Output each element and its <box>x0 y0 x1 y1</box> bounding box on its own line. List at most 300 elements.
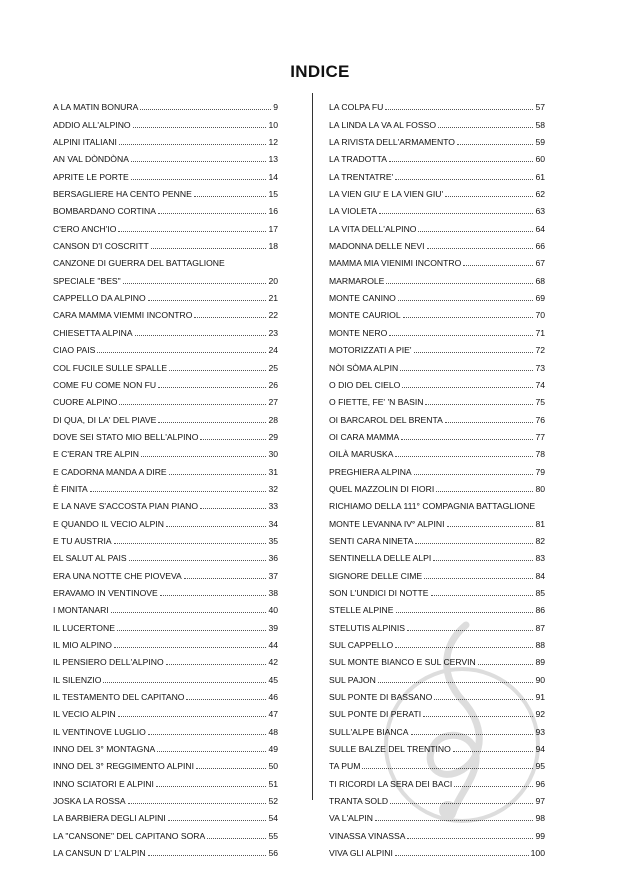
entry-page-number: 44 <box>268 640 278 650</box>
entry-page-number: 52 <box>268 796 278 807</box>
index-entry <box>329 511 545 528</box>
dot-leader <box>438 127 533 128</box>
index-entry <box>53 494 278 511</box>
index-entry <box>329 823 545 840</box>
entry-page-number: 70 <box>535 310 545 321</box>
entry-page-number: 28 <box>268 414 278 425</box>
entry-title: MONTE NERO <box>329 327 388 338</box>
index-entry <box>53 598 278 615</box>
entry-title: BERSAGLIERE HA CENTO PENNE <box>53 189 192 200</box>
index-entry <box>329 320 545 337</box>
dot-leader <box>123 283 267 284</box>
index-entry <box>329 529 545 546</box>
dot-leader <box>434 699 533 700</box>
dot-leader <box>454 786 533 787</box>
entry-page-number: 49 <box>268 744 278 755</box>
entry-page-number: 75 <box>535 397 545 408</box>
index-entry <box>329 251 545 268</box>
entry-title: IL SILENZIO <box>53 674 102 685</box>
entry-title: IL TESTAMENTO DEL CAPITANO <box>53 692 185 703</box>
entry-title: SULL'ALPE BIANCA <box>329 726 409 737</box>
dot-leader <box>158 422 266 423</box>
index-entry <box>53 823 278 840</box>
dot-leader <box>160 595 267 596</box>
entry-page-number: 83 <box>535 553 545 564</box>
entry-page-number: 91 <box>535 692 545 703</box>
entry-title: LA VITA DELL'ALPINO <box>329 223 417 234</box>
index-entry <box>53 390 278 407</box>
entry-title: È FINITA <box>53 483 88 494</box>
entry-page-number: 80 <box>535 483 545 494</box>
index-entry <box>53 373 278 390</box>
entry-title: SIGNORE DELLE CIME <box>329 570 423 581</box>
index-entry <box>53 771 278 788</box>
entry-page-number: 26 <box>268 379 278 390</box>
dot-leader <box>207 838 266 839</box>
dot-leader <box>131 161 267 162</box>
index-entry <box>53 737 278 754</box>
dot-leader <box>395 855 529 856</box>
entry-title: SUL MONTE BIANCO E SUL CERVIN <box>329 657 476 668</box>
entry-page-number: 97 <box>535 796 545 807</box>
index-entry <box>53 251 278 268</box>
index-entry <box>329 355 545 372</box>
entry-title: MAMMA MIA VIENIMI INCONTRO <box>329 258 462 269</box>
entry-page-number: 31 <box>268 466 278 477</box>
entry-page-number: 81 <box>535 518 545 529</box>
index-entry <box>329 234 545 251</box>
entry-page-number: 58 <box>535 119 545 130</box>
entry-title: AN VAL DÒNDÒNA <box>53 154 129 165</box>
entry-page-number: 57 <box>535 102 545 113</box>
entry-page-number: 86 <box>535 605 545 616</box>
index-entry <box>53 355 278 372</box>
entry-title: LA "CANSONE" DEL CAPITANO SORA <box>53 830 206 841</box>
index-entry <box>329 719 545 736</box>
index-entry <box>329 216 545 233</box>
entry-title: SUL PONTE DI BASSANO <box>329 692 433 703</box>
entry-title: SENTI CARA NINETA <box>329 535 414 546</box>
dot-leader <box>158 387 266 388</box>
dot-leader <box>415 543 533 544</box>
index-entry <box>53 789 278 806</box>
dot-leader <box>445 196 533 197</box>
dot-leader <box>157 751 266 752</box>
entry-title: E QUANDO IL VECIO ALPIN <box>53 518 164 529</box>
index-entry <box>329 425 545 442</box>
index-entry <box>329 754 545 771</box>
entry-title: TA PUM <box>329 761 361 772</box>
entry-page-number: 67 <box>535 258 545 269</box>
index-entry <box>329 130 545 147</box>
entry-title: VIVA GLI ALPINI <box>329 848 393 859</box>
dot-leader <box>103 682 266 683</box>
dot-leader <box>184 578 267 579</box>
dot-leader <box>131 179 267 180</box>
dot-leader <box>414 474 534 475</box>
dot-leader <box>133 127 267 128</box>
index-entry <box>329 702 545 719</box>
index-entry <box>329 685 545 702</box>
entry-title: BOMBARDANO CORTINA <box>53 206 156 217</box>
index-entry <box>53 407 278 424</box>
index-entry <box>53 112 278 129</box>
entry-page-number: 45 <box>268 674 278 685</box>
dot-leader <box>431 595 534 596</box>
dot-leader <box>151 248 267 249</box>
index-entry <box>53 650 278 667</box>
index-entry <box>53 147 278 164</box>
dot-leader <box>436 491 533 492</box>
dot-leader <box>97 352 266 353</box>
entry-title: COME FU COME NON FU <box>53 379 157 390</box>
entry-page-number: 22 <box>268 310 278 321</box>
dot-leader <box>395 179 533 180</box>
dot-leader <box>447 526 534 527</box>
dot-leader <box>395 647 533 648</box>
index-entry <box>53 164 278 181</box>
index-entry <box>53 442 278 459</box>
dot-leader <box>90 491 267 492</box>
entry-title: NÒI SÒMA ALPIN <box>329 362 399 373</box>
index-entry <box>329 841 545 858</box>
dot-leader <box>396 612 534 613</box>
entry-title: SUL PAJON <box>329 674 376 685</box>
entry-title: ERAVAMO IN VENTINOVE <box>53 587 158 598</box>
entry-title: C'ERO ANCH'IO <box>53 223 117 234</box>
entry-page-number: 90 <box>535 674 545 685</box>
index-entry <box>329 667 545 684</box>
index-column-right <box>329 95 545 858</box>
entry-page-number: 77 <box>535 431 545 442</box>
index-entry <box>53 511 278 528</box>
dot-leader <box>119 404 266 405</box>
entry-page-number: 51 <box>268 778 278 789</box>
index-entry <box>329 95 545 112</box>
entry-page-number: 21 <box>268 293 278 304</box>
dot-leader <box>114 543 267 544</box>
dot-leader <box>166 526 266 527</box>
entry-page-number: 20 <box>268 275 278 286</box>
dot-leader <box>478 664 534 665</box>
entry-page-number: 36 <box>268 553 278 564</box>
dot-leader <box>389 161 533 162</box>
dot-leader <box>385 109 533 110</box>
index-entry <box>53 546 278 563</box>
entry-title: ALPINI ITALIANI <box>53 137 117 148</box>
index-entry <box>53 477 278 494</box>
entry-page-number: 16 <box>268 206 278 217</box>
dot-leader <box>386 283 533 284</box>
entry-title: IL LUCERTONE <box>53 622 115 633</box>
index-entry <box>329 494 545 511</box>
entry-page-number: 62 <box>535 189 545 200</box>
index-entry <box>329 615 545 632</box>
entry-title: INNO DEL 3° REGGIMENTO ALPINI <box>53 761 194 772</box>
entry-title: CAPPELLO DA ALPINO <box>53 293 146 304</box>
index-entry <box>53 633 278 650</box>
entry-title: PREGHIERA ALPINA <box>329 466 412 477</box>
entry-title: OILÀ MARUSKA <box>329 449 394 460</box>
entry-title: CUORE ALPINO <box>53 397 118 408</box>
index-entry <box>53 216 278 233</box>
entry-title: CANZONE DI GUERRA DEL BATTAGLIONE <box>53 258 225 269</box>
entry-page-number: 13 <box>268 154 278 165</box>
index-entry <box>329 477 545 494</box>
dot-leader <box>389 335 533 336</box>
entry-title: LA CANSUN D' L'ALPIN <box>53 848 146 859</box>
entry-page-number: 38 <box>268 587 278 598</box>
dot-leader <box>362 768 533 769</box>
index-entry <box>53 459 278 476</box>
entry-title: CARA MAMMA VIEMMI INCONTRO <box>53 310 193 321</box>
entry-title: TI RICORDI LA SERA DEI BACI <box>329 778 453 789</box>
entry-page-number: 50 <box>268 761 278 772</box>
dot-leader <box>148 855 267 856</box>
index-entry <box>329 650 545 667</box>
entry-title: LA TRENTATRE' <box>329 171 394 182</box>
index-entry <box>329 598 545 615</box>
dot-leader <box>169 474 267 475</box>
entry-page-number: 79 <box>535 466 545 477</box>
index-entry <box>329 581 545 598</box>
index-entry <box>329 546 545 563</box>
index-entry <box>329 442 545 459</box>
dot-leader <box>114 647 267 648</box>
entry-title: LA BARBIERA DEGLI ALPINI <box>53 813 166 824</box>
dot-leader <box>117 630 267 631</box>
dot-leader <box>135 335 267 336</box>
dot-leader <box>186 699 266 700</box>
entry-page-number: 14 <box>268 171 278 182</box>
entry-page-number: 64 <box>535 223 545 234</box>
dot-leader <box>407 630 533 631</box>
entry-title: VA L'ALPIN <box>329 813 373 824</box>
dot-leader <box>414 352 534 353</box>
entry-page-number: 47 <box>268 709 278 720</box>
entry-page-number: 39 <box>268 622 278 633</box>
entry-page-number: 55 <box>268 830 278 841</box>
entry-title: CHIESETTA ALPINA <box>53 327 133 338</box>
index-entry <box>53 95 278 112</box>
dot-leader <box>196 768 266 769</box>
entry-page-number: 96 <box>535 778 545 789</box>
entry-page-number: 93 <box>535 726 545 737</box>
index-entry <box>329 182 545 199</box>
dot-leader <box>403 317 534 318</box>
entry-page-number: 99 <box>535 830 545 841</box>
index-entry <box>53 268 278 285</box>
index-entry <box>329 373 545 390</box>
index-entry <box>53 563 278 580</box>
dot-leader <box>427 248 534 249</box>
entry-page-number: 56 <box>268 848 278 859</box>
entry-page-number: 78 <box>535 449 545 460</box>
dot-leader <box>141 456 266 457</box>
entry-title: RICHIAMO DELLA 111° COMPAGNIA BATTAGLIONE <box>329 501 536 512</box>
index-entry <box>53 303 278 320</box>
entry-page-number: 15 <box>268 189 278 200</box>
dot-leader <box>148 734 267 735</box>
entry-page-number: 42 <box>268 657 278 668</box>
dot-leader <box>140 109 271 110</box>
entry-title: MADONNA DELLE NEVI <box>329 241 425 252</box>
entry-page-number: 12 <box>268 137 278 148</box>
index-entry <box>329 737 545 754</box>
entry-title: A LA MATIN BONURA <box>53 102 139 113</box>
dot-leader <box>423 716 533 717</box>
entry-page-number: 27 <box>268 397 278 408</box>
dot-leader <box>407 838 533 839</box>
entry-page-number: 94 <box>535 744 545 755</box>
dot-leader <box>194 196 267 197</box>
entry-page-number: 69 <box>535 293 545 304</box>
entry-page-number: 95 <box>535 761 545 772</box>
dot-leader <box>433 560 533 561</box>
index-entry <box>329 789 545 806</box>
entry-page-number: 92 <box>535 709 545 720</box>
entry-page-number: 46 <box>268 692 278 703</box>
dot-leader <box>200 508 266 509</box>
entry-page-number: 98 <box>535 813 545 824</box>
entry-title: MONTE CAURIOL <box>329 310 401 321</box>
entry-title: DOVE SEI STATO MIO BELL'ALPINO <box>53 431 199 442</box>
entry-title: LA TRADOTTA <box>329 154 387 165</box>
dot-leader <box>156 786 267 787</box>
entry-title: LA LINDA LA VA AL FOSSO <box>329 119 436 130</box>
index-entry <box>53 754 278 771</box>
entry-title: INNO DEL 3° MONTAGNA <box>53 744 156 755</box>
index-entry <box>329 806 545 823</box>
entry-title: E LA NAVE S'ACCOSTA PIAN PIANO <box>53 501 199 512</box>
entry-page-number: 24 <box>268 345 278 356</box>
entry-page-number: 25 <box>268 362 278 373</box>
dot-leader <box>128 803 267 804</box>
index-entry <box>329 286 545 303</box>
dot-leader <box>425 404 533 405</box>
dot-leader <box>375 820 533 821</box>
dot-leader <box>158 213 266 214</box>
entry-page-number: 72 <box>535 345 545 356</box>
index-entry <box>329 390 545 407</box>
dot-leader <box>169 370 266 371</box>
index-entry <box>53 425 278 442</box>
entry-title: OI CARA MAMMA <box>329 431 400 442</box>
entry-page-number: 59 <box>535 137 545 148</box>
dot-leader <box>118 231 266 232</box>
dot-leader <box>166 664 267 665</box>
entry-page-number: 73 <box>535 362 545 373</box>
entry-page-number: 23 <box>268 327 278 338</box>
index-entry <box>329 338 545 355</box>
entry-title: LA VIEN GIU' E LA VIEN GIU' <box>329 189 444 200</box>
entry-page-number: 18 <box>268 241 278 252</box>
index-entry <box>53 338 278 355</box>
entry-title: JOSKA LA ROSSA <box>53 796 126 807</box>
entry-page-number: 84 <box>535 570 545 581</box>
entry-page-number: 40 <box>268 605 278 616</box>
dot-leader <box>395 456 533 457</box>
entry-title: SON L'UNDICI DI NOTTE <box>329 587 429 598</box>
entry-page-number: 35 <box>268 535 278 546</box>
index-entry <box>329 407 545 424</box>
dot-leader <box>378 682 534 683</box>
index-entry <box>53 529 278 546</box>
index-entry <box>53 841 278 858</box>
dot-leader <box>401 439 533 440</box>
dot-leader <box>148 300 267 301</box>
entry-title: IL MIO ALPINO <box>53 640 112 650</box>
dot-leader <box>457 144 533 145</box>
index-entry <box>53 685 278 702</box>
entry-title: MONTE CANINO <box>329 293 396 304</box>
entry-page-number: 85 <box>535 587 545 598</box>
entry-title: EL SALUT AL PAIS <box>53 553 127 564</box>
entry-title: CIAO PAIS <box>53 345 96 356</box>
index-entry <box>53 130 278 147</box>
dot-leader <box>411 734 534 735</box>
entry-title: OI BARCAROL DEL BRENTA <box>329 414 443 425</box>
index-column-left <box>53 95 278 858</box>
entry-page-number: 89 <box>535 657 545 668</box>
index-entry <box>53 702 278 719</box>
entry-title: SENTINELLA DELLE ALPI <box>329 553 432 564</box>
entry-title: LA COLPA FU <box>329 102 384 113</box>
entry-title: INNO SCIATORI E ALPINI <box>53 778 154 789</box>
entry-page-number: 63 <box>535 206 545 217</box>
index-entry <box>53 719 278 736</box>
index-entry <box>53 199 278 216</box>
entry-title: CANSON D'I COSCRITT <box>53 241 149 252</box>
entry-title: I MONTANARI <box>53 605 109 616</box>
entry-title: SPECIALE "BES" <box>53 275 121 286</box>
entry-page-number: 60 <box>535 154 545 165</box>
entry-title: LA VIOLETA <box>329 206 378 217</box>
dot-leader <box>400 370 533 371</box>
page-title: INDICE <box>290 62 350 81</box>
entry-title: E CADORNA MANDA A DIRE <box>53 466 167 477</box>
index-entry <box>53 615 278 632</box>
entry-title: ADDIO ALL'ALPINO <box>53 119 131 130</box>
entry-title: IL VENTINOVE LUGLIO <box>53 726 146 737</box>
entry-page-number: 9 <box>273 102 278 113</box>
entry-page-number: 68 <box>535 275 545 286</box>
entry-page-number: 100 <box>530 848 545 859</box>
dot-leader <box>453 751 534 752</box>
entry-page-number: 17 <box>268 223 278 234</box>
dot-leader <box>119 144 267 145</box>
entry-page-number: 29 <box>268 431 278 442</box>
entry-page-number: 48 <box>268 726 278 737</box>
entry-title: E TU AUSTRIA <box>53 535 112 546</box>
entry-title: VINASSA VINASSA <box>329 830 406 841</box>
entry-title: STELLE ALPINE <box>329 605 394 616</box>
dot-leader <box>463 265 533 266</box>
index-entry <box>329 633 545 650</box>
dot-leader <box>200 439 266 440</box>
entry-page-number: 32 <box>268 483 278 494</box>
index-entry <box>53 806 278 823</box>
entry-title: IL PENSIERO DELL'ALPINO <box>53 657 164 668</box>
entry-title: TRANTA SOLD <box>329 796 389 807</box>
entry-title: COL FUCILE SULLE SPALLE <box>53 362 168 373</box>
index-entry <box>329 303 545 320</box>
index-entry <box>53 234 278 251</box>
entry-page-number: 37 <box>268 570 278 581</box>
entry-title: IL VECIO ALPIN <box>53 709 116 720</box>
dot-leader <box>129 560 267 561</box>
index-entry <box>329 199 545 216</box>
